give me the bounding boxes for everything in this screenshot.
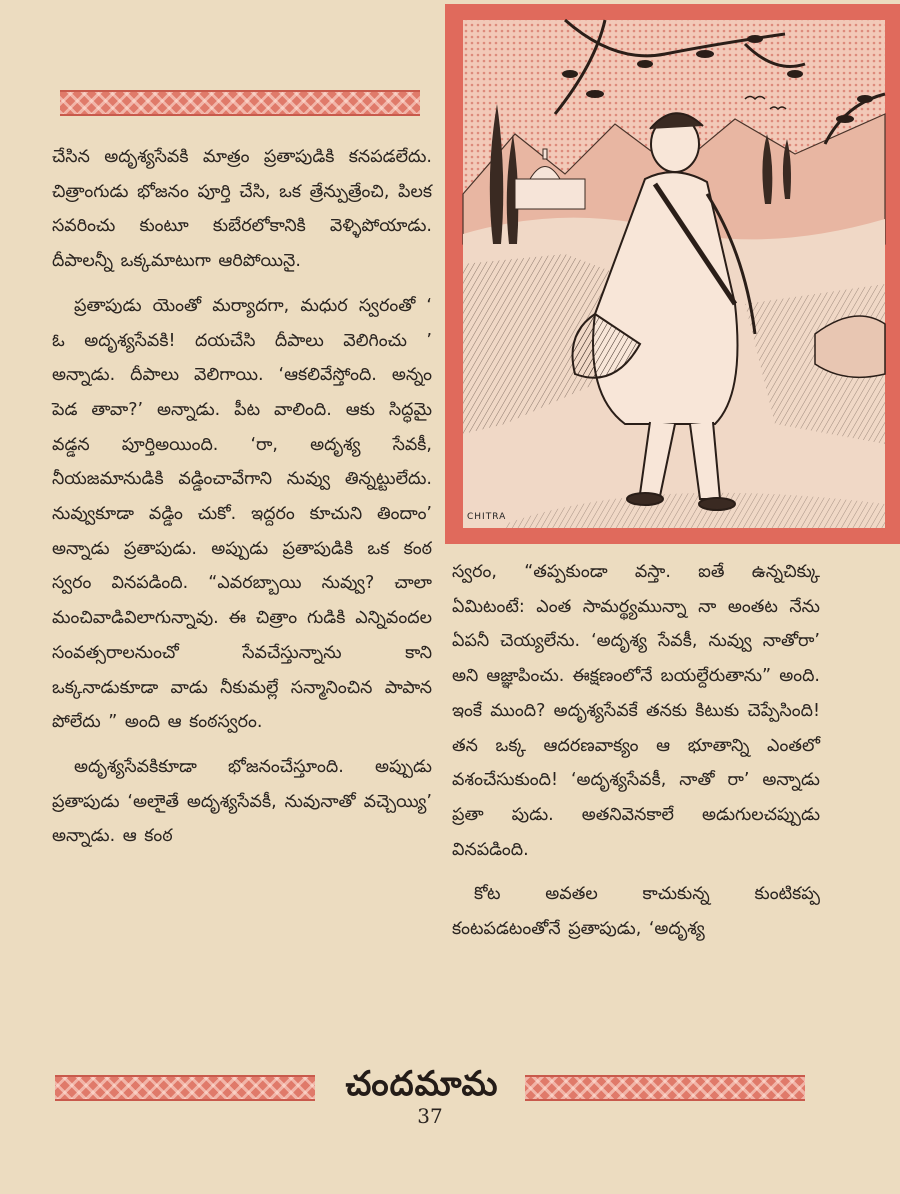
decorative-top-border xyxy=(60,90,420,116)
right-paragraph-2: కోట అవతల కాచుకున్న కుంటికప్ప కంటపడటంతోనే ప్రతాపుడు, ‘అదృశ్య xyxy=(452,884,820,940)
right-text-column xyxy=(452,555,820,957)
illustration-drawing xyxy=(445,4,900,544)
left-paragraph-3: అదృశ్యసేవకికూడా భోజనంచేస్తూంది. అప్పుడు ప్రతాపుడు ‘అలాైతే అదృశ్యసేవకీ, నువునాతో వచ్చెయ్యి’ అన్నాడు. ఆ కంఠ xyxy=(52,756,432,847)
decorative-footer-border-right xyxy=(525,1075,805,1101)
left-paragraph-2: ప్రతాపుడు యెంతో మర్యాదగా, మధుర స్వరంతో ‘ ఓ అదృశ్యసేవకి! దయచేసి దీపాలు వెలిగించు ’ అన్నాడు. దీపాలు వెలిగాయి. ‘ఆకలివేస్తోంది. అన్నం పెడ తావా?’ అన్నాడు. పీట వాలింది. ఆకు సిద్ధమై వడ్డన పూర్తిఅయింది. ‘రా, అదృశ్య సేవకీ, నీయజమానుడికి వడ్డించావేగాని నువ్వు తిన్నట్టులేదు. నువ్వుకూడా వడ్డిం చుకో. ఇద్దరం కూచుని తిందాం’ అన్నాడు ప్రతాపుడు. అప్పుడు ప్రతాపుడికి ఒక కంఠ స్వరం వినపడింది. “ఎవరబ్బాయి నువ్వు? చాలా మంచివాడివిలాగున్నావు. ఈ చిత్రాం గుడికి ఎన్నివందల సంవత్సరాలనుంచో సేవచేస్తున్నాను కాని ఒక్కనాడుకూడా వాడు నీకుమల్లే సన్మానించిన పాపాన పోలేదు ” అంది ఆ కంఠస్వరం. xyxy=(52,295,432,733)
right-paragraph-1: స్వరం, “తప్పకుండా వస్తా. ఐతే ఉన్నచిక్కు ఏమిటంటే: ఎంత సామర్థ్యమున్నా నా అంతట నేను ఏపనీ చెయ్యలేను. ‘అదృశ్య సేవకీ, నువ్వు నాతోరా’ అని ఆజ్ఞాపించు. ఈక్షణంలోనే బయల్దేరుతాను” అంది. ఇంకే ముంది? అదృశ్యసేవకే తనకు కిటుకు చెప్పేసింది! తన ఒక్క ఆదరణవాక్యం ఆ భూతాన్ని ఎంతలో వశంచేసుకుంది! ‘అదృశ్యసేవకీ, నాతో రా’ అన్నాడు ప్రతా పుడు. అతనివెనకాలే అడుగులచప్పుడు వినపడింది. xyxy=(452,562,820,860)
left-paragraph-1: చేసిన అదృశ్యసేవకి మాత్రం ప్రతాపుడికి కనపడలేదు. చిత్రాంగుడు భోజనం పూర్తి చేసి, ఒక త్రేన్పుత్రేంచి, పిలక సవరించు కుంటూ కుబేరలోకానికి వెళ్ళిపోయాడు. దీపాలన్నీ ఒక్కమాటుగా ఆరిపోయినై. xyxy=(52,147,432,272)
left-text-column xyxy=(52,140,432,864)
artist-signature: CHITRA xyxy=(467,512,507,522)
decorative-footer-border-left xyxy=(55,1075,315,1101)
story-illustration xyxy=(445,4,900,544)
page-number: 37 xyxy=(417,1104,443,1128)
magazine-masthead: చందమామ xyxy=(345,1064,499,1104)
